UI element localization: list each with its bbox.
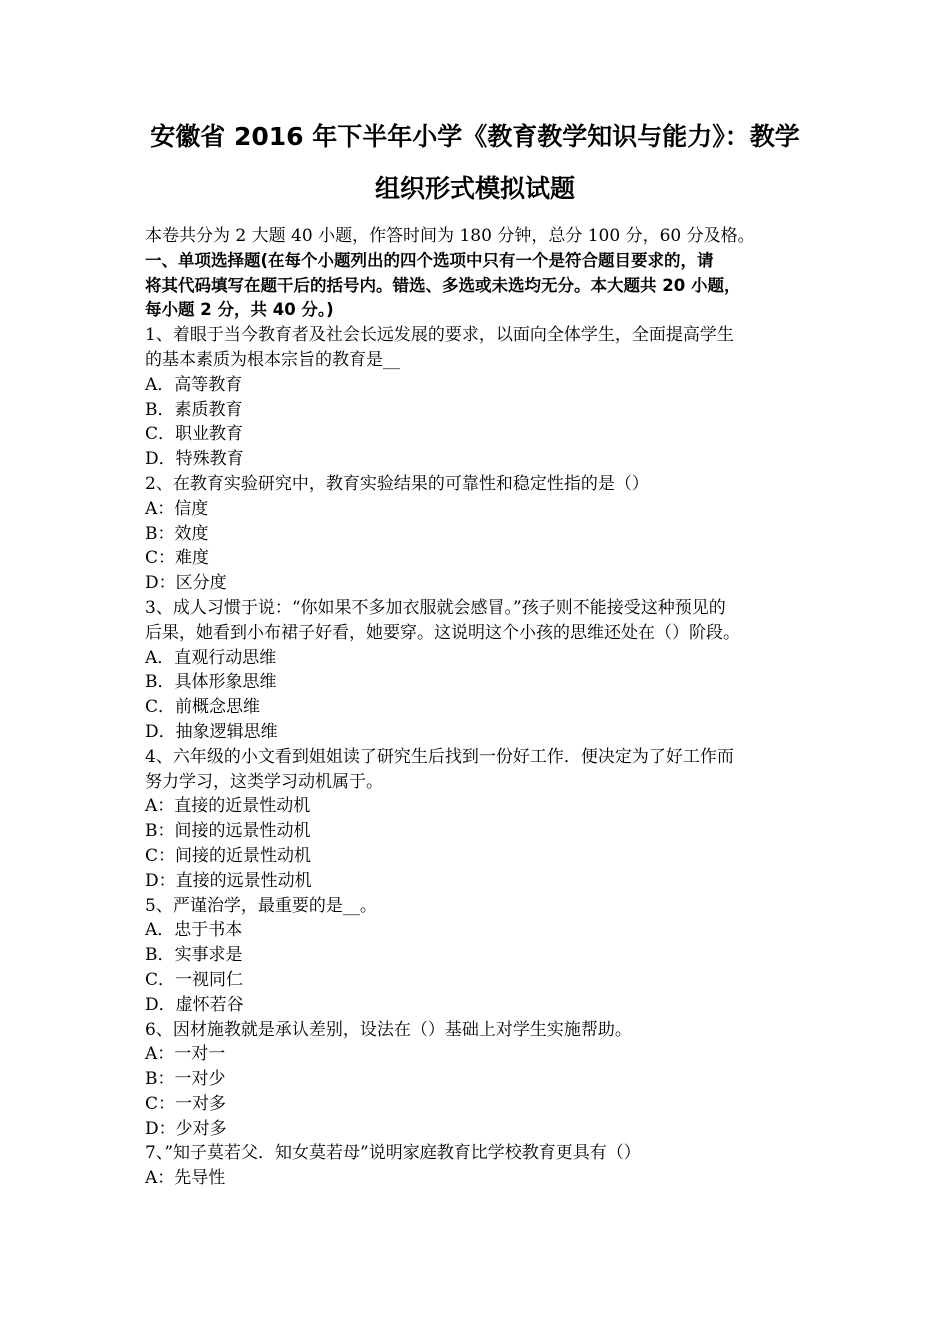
answer-option: B．具体形象思维 <box>145 672 277 693</box>
question-3 <box>145 596 810 745</box>
answer-option: C：间接的近景性动机 <box>145 845 312 866</box>
answer-option: D．特殊教育 <box>145 449 244 470</box>
document-body <box>145 224 810 1191</box>
section-heading-line: 一、单项选择题(在每个小题列出的四个选项中只有一个是符合题目要求的，请 <box>145 250 714 270</box>
answer-option: B：一对少 <box>145 1069 226 1090</box>
question-stem-line: 4、六年级的小文看到姐姐读了研究生后找到一份好工作．便决定为了好工作而 <box>145 746 734 767</box>
answer-option: D：少对多 <box>145 1118 227 1139</box>
answer-option: C：一对多 <box>145 1093 227 1114</box>
answer-option: B．素质教育 <box>145 399 243 420</box>
section-heading-line: 将其代码填写在题干后的括号内。错选、多选或未选均无分。本大题共 20 小题， <box>145 275 741 295</box>
question-stem-line: 5、严谨治学，最重要的是__。 <box>145 895 377 916</box>
question-7 <box>145 1141 810 1191</box>
answer-option: C：难度 <box>145 548 210 569</box>
answer-option: D．虚怀若谷 <box>145 994 244 1015</box>
answer-option: C．职业教育 <box>145 424 244 445</box>
answer-option: D：直接的远景性动机 <box>145 870 312 891</box>
answer-option: A．忠于书本 <box>145 920 243 941</box>
question-stem-line: 6、因材施教就是承认差别，设法在（）基础上对学生实施帮助。 <box>145 1019 632 1040</box>
question-stem-line: 2、在教育实验研究中，教育实验结果的可靠性和稳定性指的是（） <box>145 473 649 494</box>
question-5 <box>145 894 810 1018</box>
answer-option: D．抽象逻辑思维 <box>145 721 278 742</box>
answer-option: A：先导性 <box>145 1168 226 1189</box>
question-6 <box>145 1018 810 1142</box>
answer-option: A．直观行动思维 <box>145 647 277 668</box>
question-stem-line: 3、成人习惯于说：“你如果不多加衣服就会感冒。”孩子则不能接受这种预见的 <box>145 597 726 618</box>
question-stem-line: 的基本素质为根本宗旨的教育是__ <box>145 349 400 370</box>
question-stem-line: 后果，她看到小布裙子好看，她要穿。这说明这个小孩的思维还处在（）阶段。 <box>145 622 740 643</box>
answer-option: C．前概念思维 <box>145 697 261 718</box>
question-4 <box>145 745 810 894</box>
section-heading <box>145 249 810 323</box>
question-stem-line: 7、”知子莫若父．知女莫若母”说明家庭教育比学校教育更具有（） <box>145 1143 641 1164</box>
answer-option: B：效度 <box>145 523 209 544</box>
answer-option: A．高等教育 <box>145 374 243 395</box>
answer-option: A：一对一 <box>145 1044 226 1065</box>
document-title-line-2: 组织形式模拟试题 <box>374 174 575 203</box>
answer-option: B：间接的远景性动机 <box>145 821 311 842</box>
exam-intro: 本卷共分为 2 大题 40 小题，作答时间为 180 分钟，总分 100 分，60 分及格。 <box>145 226 755 246</box>
section-heading-line: 每小题 2 分，共 40 分。) <box>145 300 334 320</box>
question-1 <box>145 323 810 472</box>
answer-option: D：区分度 <box>145 573 227 594</box>
answer-option: C．一视同仁 <box>145 969 244 990</box>
question-stem-line: 努力学习，这类学习动机属于。 <box>145 771 383 792</box>
question-2 <box>145 472 810 596</box>
answer-option: A：直接的近景性动机 <box>145 796 311 817</box>
answer-option: B．实事求是 <box>145 945 243 966</box>
question-stem-line: 1、着眼于当今教育者及社会长远发展的要求，以面向全体学生，全面提高学生 <box>145 325 734 346</box>
document-title-line-1: 安徽省 2016 年下半年小学《教育教学知识与能力》：教学 <box>150 122 800 151</box>
answer-option: A：信度 <box>145 498 209 519</box>
